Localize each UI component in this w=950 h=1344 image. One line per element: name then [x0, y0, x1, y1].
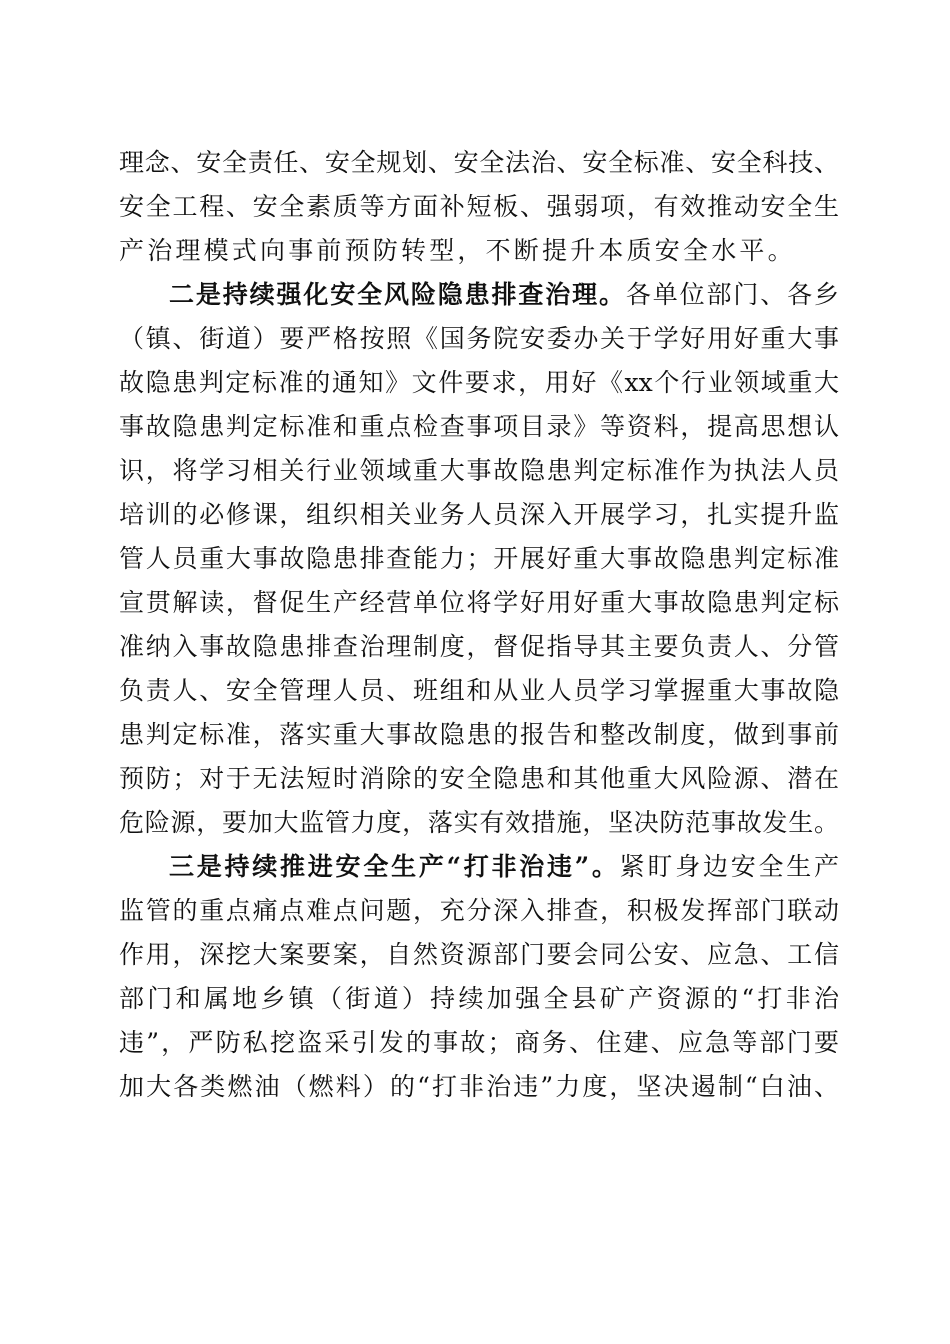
- text-line: 管人员重大事故隐患排查能力；开展好重大事故隐患判定标准: [119, 544, 839, 573]
- text-line: 准纳入事故隐患排查治理制度，督促指导其主要负责人、分管: [119, 632, 839, 661]
- text-line: 加大各类燃油（燃料）的“打非治违”力度，坚决遏制“白油、: [119, 1072, 839, 1101]
- text-line: （镇、街道）要严格按照《国务院安委办关于学好用好重大事: [119, 324, 839, 353]
- paragraph-text: 紧盯身边安全生产: [619, 852, 839, 881]
- paragraph-heading: 二是持续强化安全风险隐患排查治理。: [169, 280, 626, 309]
- text-line: 培训的必修课，组织相关业务人员深入开展学习，扎实提升监: [119, 500, 839, 529]
- text-line: 识，将学习相关行业领域重大事故隐患判定标准作为执法人员: [119, 456, 839, 485]
- text-line: 宣贯解读，督促生产经营单位将学好用好重大事故隐患判定标: [119, 588, 839, 617]
- paragraph-text: 各单位部门、各乡: [625, 280, 839, 309]
- text-line: 安全工程、安全素质等方面补短板、强弱项，有效推动安全生: [119, 192, 839, 221]
- text-line: 产治理模式向事前预防转型，不断提升本质安全水平。: [119, 236, 796, 265]
- text-line: 预防；对于无法短时消除的安全隐患和其他重大风险源、潜在: [119, 764, 839, 793]
- text-line: 故隐患判定标准的通知》文件要求，用好《xx个行业领域重大: [119, 368, 839, 397]
- text-line: 部门和属地乡镇（街道）持续加强全县矿产资源的“打非治: [119, 984, 839, 1013]
- paragraph-first-line: [169, 273, 839, 317]
- text-line: 违”，严防私挖盗采引发的事故；商务、住建、应急等部门要: [119, 1028, 839, 1057]
- text-line: 理念、安全责任、安全规划、安全法治、安全标准、安全科技、: [119, 148, 839, 177]
- paragraph-heading: 三是持续推进安全生产“打非治违”。: [169, 852, 620, 881]
- text-line: 危险源，要加大监管力度，落实有效措施，坚决防范事故发生。: [119, 808, 839, 837]
- text-line: 作用，深挖大案要案，自然资源部门要会同公安、应急、工信: [119, 940, 839, 969]
- text-line: 监管的重点痛点难点问题，充分深入排查，积极发挥部门联动: [119, 896, 839, 925]
- text-line: 患判定标准，落实重大事故隐患的报告和整改制度，做到事前: [119, 720, 839, 749]
- text-line: 事故隐患判定标准和重点检查事项目录》等资料，提高思想认: [119, 412, 839, 441]
- text-line: 负责人、安全管理人员、班组和从业人员学习掌握重大事故隐: [119, 676, 839, 705]
- paragraph-first-line: [169, 845, 839, 889]
